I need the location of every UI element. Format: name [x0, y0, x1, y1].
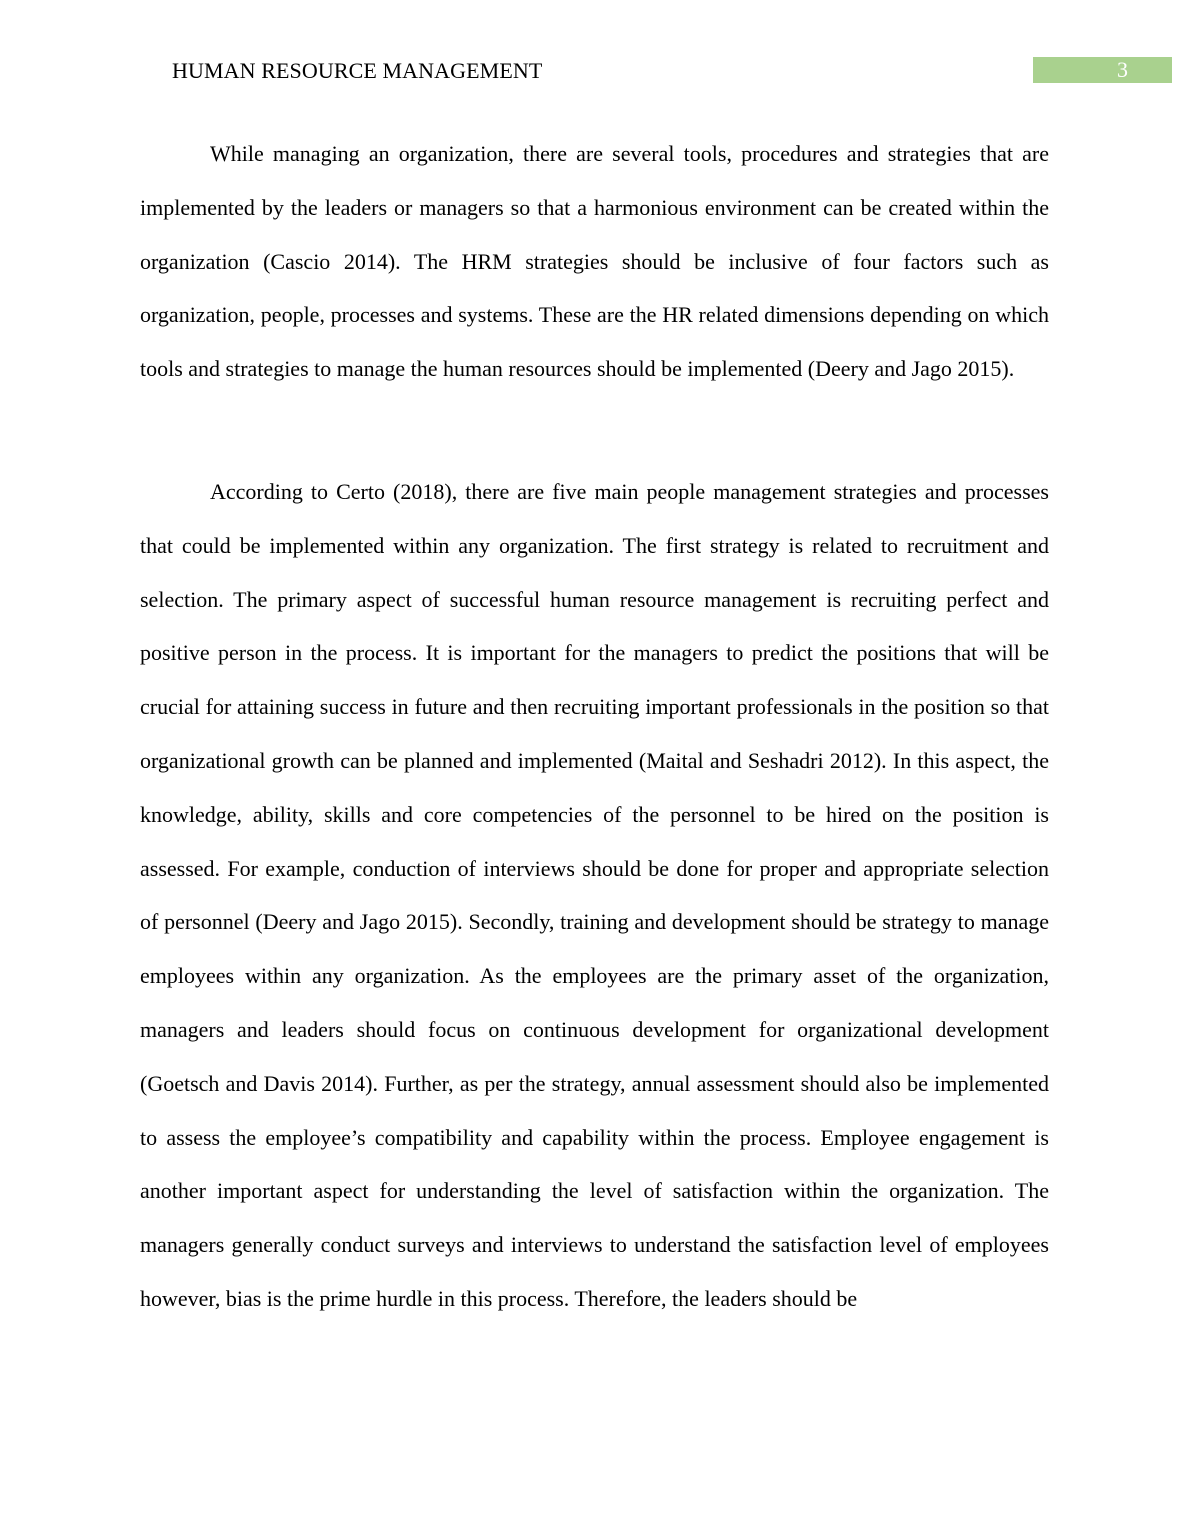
- paragraph: While managing an organization, there are several tools, procedures and strategies that are implemented by the leaders or managers so that a harmonious environment can be created within the organization (Cascio 2014). The HRM strategies should be inclusive of four factors such as organization, people, processes and systems. These are the HR related dimensions depending on which tools and strategies to manage the human resources should be implemented (Deery and Jago 2015).: [140, 141, 1049, 382]
- paragraph-1-block: [140, 127, 1049, 396]
- paragraph: According to Certo (2018), there are five main people management strategies and processes that could be implemented within any organization. The first strategy is related to recruitment and selection. The primary aspect of successful human resource management is recruiting perfect and positive person in the process. It is important for the managers to predict the positions that will be crucial for attaining success in future and then recruiting important professionals in the position so that organizational growth can be planned and implemented (Maital and Seshadri 2012). In this aspect, the knowledge, ability, skills and core competencies of the personnel to be hired on the position is assessed. For example, conduction of interviews should be done for proper and appropriate selection of personnel (Deery and Jago 2015). Secondly, training and development should be strategy to manage employees within any organization. As the employees are the primary asset of the organization, managers and leaders should focus on continuous development for organizational development (Goetsch and Davis 2014). Further, as per the strategy, annual assessment should also be implemented to assess the employee’s compatibility and capability within the process. Employee engagement is another important aspect for understanding the level of satisfaction within the organization. The managers generally conduct surveys and interviews to understand the satisfaction level of employees however, bias is the prime hurdle in this process. Therefore, the leaders should be: [140, 479, 1049, 1311]
- page-number: 3: [1033, 57, 1172, 83]
- paragraph-2-block: [140, 465, 1049, 1326]
- running-head-title: HUMAN RESOURCE MANAGEMENT: [172, 58, 543, 83]
